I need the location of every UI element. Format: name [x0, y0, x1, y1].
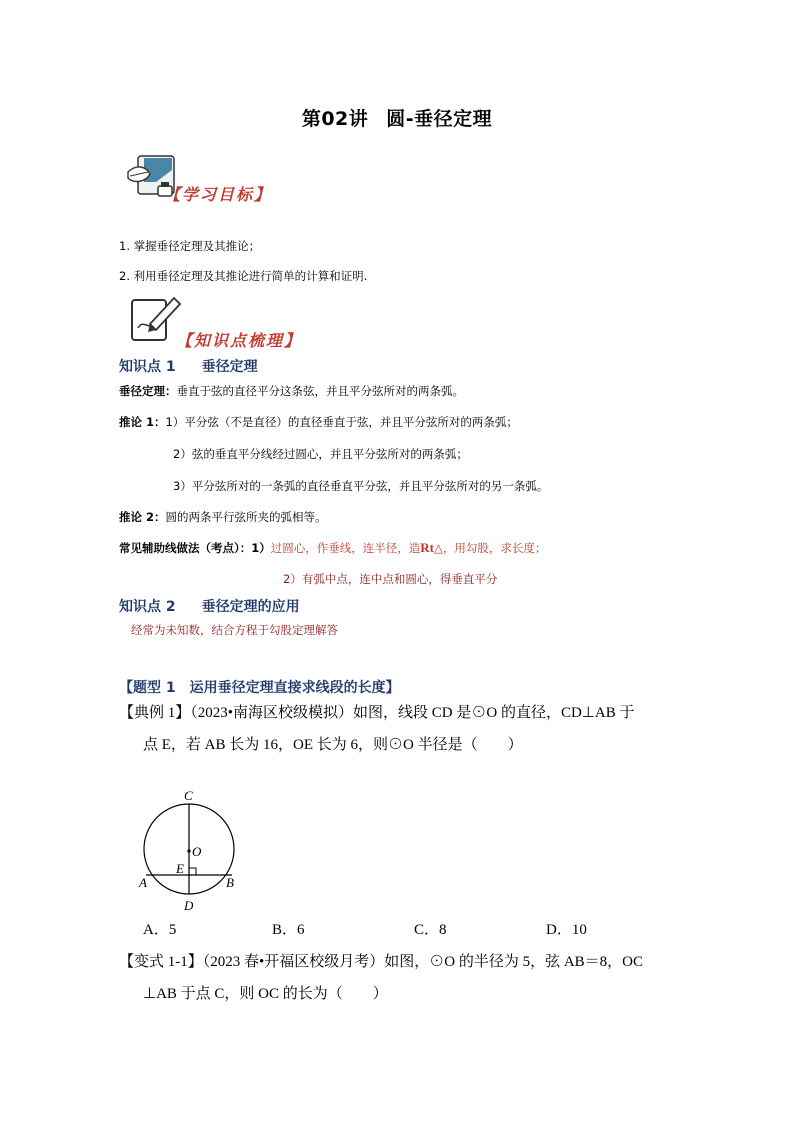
variant1-source: （2023 春•开福区校级月考）: [202, 954, 385, 970]
def-label: 垂径定理：: [119, 384, 177, 398]
cor1-item: 2）弦的垂直平分线经过圆心，并且平分弦所对的两条弧；: [173, 447, 468, 461]
variant1-question: 如图，⊙O 的半径为 5，弦 AB＝8，OC: [384, 954, 644, 970]
kp1-heading: [119, 356, 258, 376]
variant1-line2: ⊥AB 于点 C，则 OC 的长为（ ）: [143, 986, 388, 1002]
label-a: A: [139, 875, 147, 890]
aux-label: 常见辅助线做法（考点）：: [119, 541, 252, 555]
kp1-name: 垂径定理: [201, 359, 258, 375]
def-text: 垂直于弦的直径平分这条弦，并且平分弦所对的两条弧。: [176, 384, 464, 398]
goal-item: 1. 掌握垂径定理及其推论；: [119, 239, 261, 253]
option-c[interactable]: C．8: [414, 922, 447, 938]
label-e: E: [176, 861, 184, 876]
example1-line1: [119, 701, 634, 722]
cor1-item: 3）平分弦所对的一条弧的直径垂直平分弦，并且平分弦所对的另一条弧。: [173, 479, 549, 493]
variant1-line1: [119, 950, 643, 971]
option-b[interactable]: B．6: [272, 922, 305, 938]
cor2-text: 圆的两条平行弦所夹的弧相等。: [165, 510, 327, 524]
label-b: B: [226, 875, 234, 890]
kp2-label: 知识点 2: [119, 599, 176, 615]
type1-heading: 【题型 1 运用垂径定理直接求线段的长度】: [119, 680, 400, 696]
corollary1-line: [119, 414, 518, 430]
goals-banner: 【学习目标】: [164, 185, 273, 204]
page-title: [0, 104, 794, 131]
label-c: C: [184, 788, 193, 803]
example1-tag: 【典例 1】: [119, 705, 191, 721]
circle-figure: [134, 785, 244, 915]
example1-line2: 点 E，若 AB 长为 16，OE 长为 6，则⊙O 半径是（ ）: [143, 737, 523, 753]
cor2-label: 推论 2：: [119, 510, 166, 524]
variant1-tag: 【变式 1-1】: [119, 954, 203, 970]
example1-question: 如图，线段 CD 是⊙O 的直径，CD⊥AB 于: [353, 705, 635, 721]
title-lesson: 第02讲: [301, 108, 369, 130]
kp2-text: 经常为未知数，结合方程于勾股定理解答: [131, 623, 338, 637]
goal-item: 2. 利用垂径定理及其推论进行简单的计算和证明.: [119, 269, 368, 283]
label-o: O: [192, 844, 202, 859]
title-topic: 圆-垂径定理: [386, 108, 493, 130]
label-d: D: [184, 898, 194, 913]
option-d[interactable]: D．10: [546, 922, 587, 938]
cor1-label: 推论 1：: [119, 415, 166, 429]
knowledge-banner: 【知识点梳理】: [176, 331, 303, 350]
kp1-definition: [119, 383, 464, 399]
cor1-item: 1）平分弦（不是直径）的直径垂直于弦，并且平分弦所对的两条弧；: [165, 415, 518, 429]
aux1-text: 过圆心，作垂线，连半径，造: [270, 541, 421, 555]
example1-source: （2023•南海区校级模拟）: [190, 705, 354, 721]
aux-line-1: 常见辅助线做法（考点）：1）过圆心，作垂线，连半径，造Rt△，用勾股，求长度；: [119, 540, 547, 555]
option-a[interactable]: A．5: [143, 922, 177, 938]
aux-line-2: 2）有弧中点，连中点和圆心，得垂直平分: [283, 572, 498, 586]
kp2-heading: [119, 596, 300, 616]
corollary2-line: [119, 509, 327, 525]
kp2-name: 垂径定理的应用: [201, 599, 300, 615]
kp1-label: 知识点 1: [119, 359, 176, 375]
